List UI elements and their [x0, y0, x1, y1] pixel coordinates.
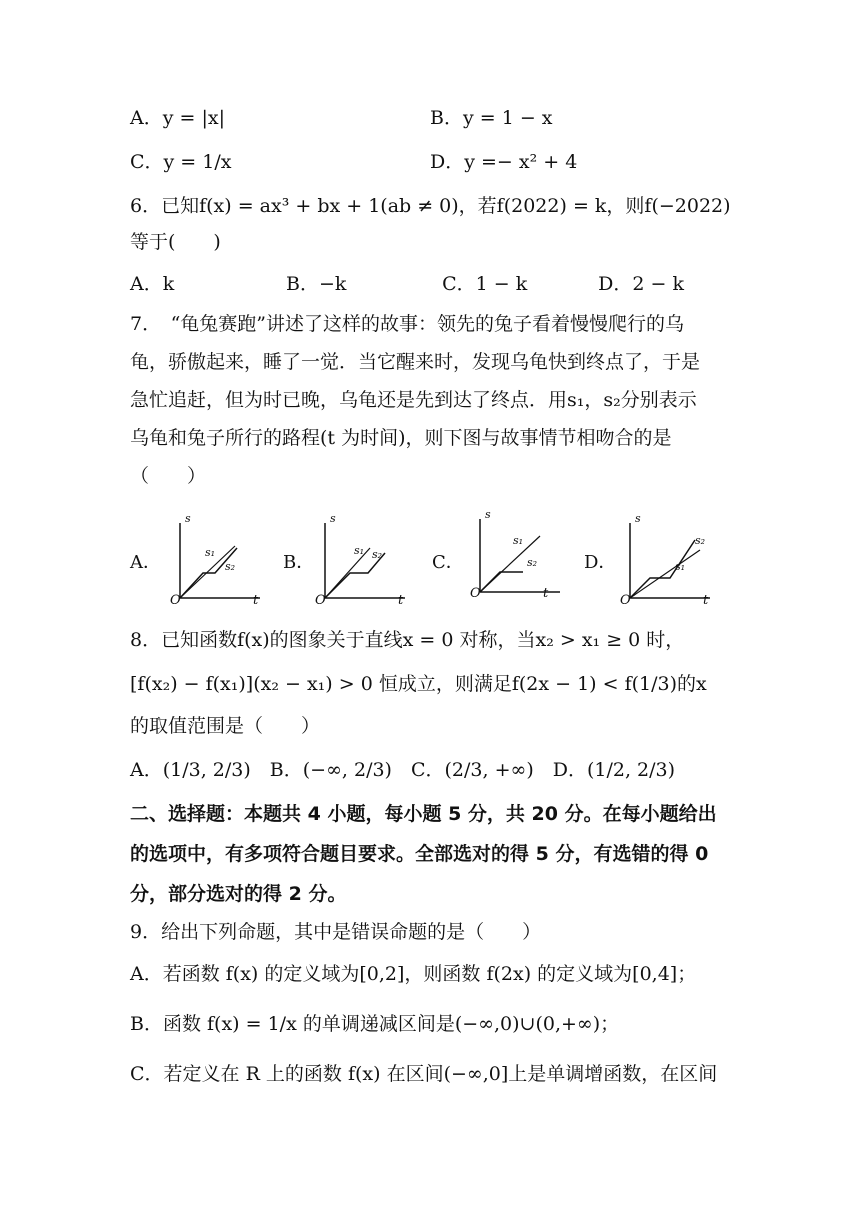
- q7-graph-b-label: B．: [283, 552, 315, 573]
- q7-graph-d-origin: O: [620, 593, 631, 608]
- q7-graph-a-axis-s: s: [185, 512, 191, 525]
- q7-line5: （ ）: [130, 465, 207, 487]
- q7-graph-d-axis-s: s: [635, 512, 641, 525]
- q7-graph-c-s1: s₁: [513, 534, 524, 547]
- q7-line1: 7． “龟兔赛跑”讲述了这样的故事：领先的兔子看着慢慢爬行的乌: [130, 313, 685, 335]
- q7-graph-b-origin: O: [315, 593, 326, 608]
- q7-graph-b-s2: s₂: [372, 548, 383, 561]
- q7-graph-b-axis-s: s: [330, 512, 336, 525]
- q7-graph-c-s2: s₂: [527, 556, 538, 569]
- q9-option-c: C．若定义在 R 上的函数 f(x) 在区间(−∞,0]上是单调增函数，在区间: [130, 1063, 718, 1085]
- q7-graph-d-label: D．: [584, 552, 617, 573]
- q6-option-a: A．k: [130, 273, 175, 295]
- q7-graph-a-label: A．: [130, 552, 161, 573]
- section2-line3: 分，部分选对的得 2 分。: [130, 883, 347, 905]
- q5-options-row1: [130, 104, 740, 132]
- q7-graph-c-origin: O: [470, 586, 481, 601]
- q7-graph-c-label: C．: [432, 552, 464, 573]
- q7-line2: 龟，骄傲起来，睡了一觉．当它醒来时，发现乌龟快到终点了，于是: [130, 351, 701, 373]
- q5-option-c: C．y = 1/x: [130, 151, 232, 173]
- q9-option-a: A．若函数 f(x) 的定义域为[0,2]，则函数 f(2x) 的定义域为[0,4]；: [130, 963, 697, 985]
- q7-graph-d-s1: s₁: [675, 560, 686, 573]
- q6-options: [130, 270, 740, 298]
- q6-option-d: D．2 − k: [598, 273, 684, 295]
- q9-stem: 9．给出下列命题，其中是错误命题的是（ ）: [130, 921, 542, 943]
- q5-option-b: B．y = 1 − x: [430, 107, 553, 129]
- section2-line2: 的选项中，有多项符合题目要求。全部选对的得 5 分，有选错的得 0: [130, 843, 709, 865]
- section2-line1: 二、选择题：本题共 4 小题，每小题 5 分，共 20 分。在每小题给出: [130, 803, 717, 825]
- q7-graph-a-s1: s₁: [205, 546, 216, 559]
- q7-line4: 乌龟和兔子所行的路程(t 为时间)，则下图与故事情节相吻合的是: [130, 427, 672, 449]
- q8-line2: [f(x₂) − f(x₁)](x₂ − x₁) > 0 恒成立，则满足f(2x − 1) < f(1/3)的x: [130, 673, 707, 695]
- q7-graph-d: [615, 512, 715, 612]
- q6-stem2: 等于( ): [130, 231, 221, 253]
- q9-option-b: B．函数 f(x) = 1/x 的单调递减区间是(−∞,0)∪(0,+∞)；: [130, 1013, 620, 1035]
- q7-graph-c-axis-s: s: [485, 508, 491, 521]
- q8-line3: 的取值范围是（ ）: [130, 715, 321, 737]
- q5-options-row2: [130, 148, 740, 176]
- q7-graph-a: [165, 512, 265, 612]
- q7-graph-b-s1: s₁: [354, 544, 365, 557]
- q7-line3: 急忙追赶，但为时已晚，乌龟还是先到达了终点．用s₁，s₂分别表示: [130, 389, 697, 411]
- q6-option-b: B．−k: [286, 273, 347, 295]
- q5-option-a: A．y = |x|: [130, 107, 225, 129]
- q7-graph-c: [465, 508, 565, 608]
- q7-graph-a-origin: O: [170, 593, 181, 608]
- q8-options: A．(1/3, 2/3) B．(−∞, 2/3) C．(2/3, +∞) D．(1/2, 2/3): [130, 759, 676, 781]
- q7-graph-b: [310, 512, 410, 612]
- q7-graph-d-axis-t: t: [703, 593, 709, 608]
- q5-option-d: D．y =− x² + 4: [430, 151, 578, 173]
- q7-graph-a-s2: s₂: [225, 560, 236, 573]
- q6-option-c: C．1 − k: [442, 273, 528, 295]
- q8-line1: 8．已知函数f(x)的图象关于直线x = 0 对称，当x₂ > x₁ ≥ 0 时，: [130, 629, 685, 651]
- q7-graph-d-s2: s₂: [695, 534, 706, 547]
- q7-graph-c-axis-t: t: [543, 586, 549, 601]
- q7-graph-a-axis-t: t: [253, 593, 259, 608]
- q7-graph-b-axis-t: t: [398, 593, 404, 608]
- q6-stem: 6．已知f(x) = ax³ + bx + 1(ab ≠ 0)，若f(2022) = k，则f(−2022): [130, 195, 731, 217]
